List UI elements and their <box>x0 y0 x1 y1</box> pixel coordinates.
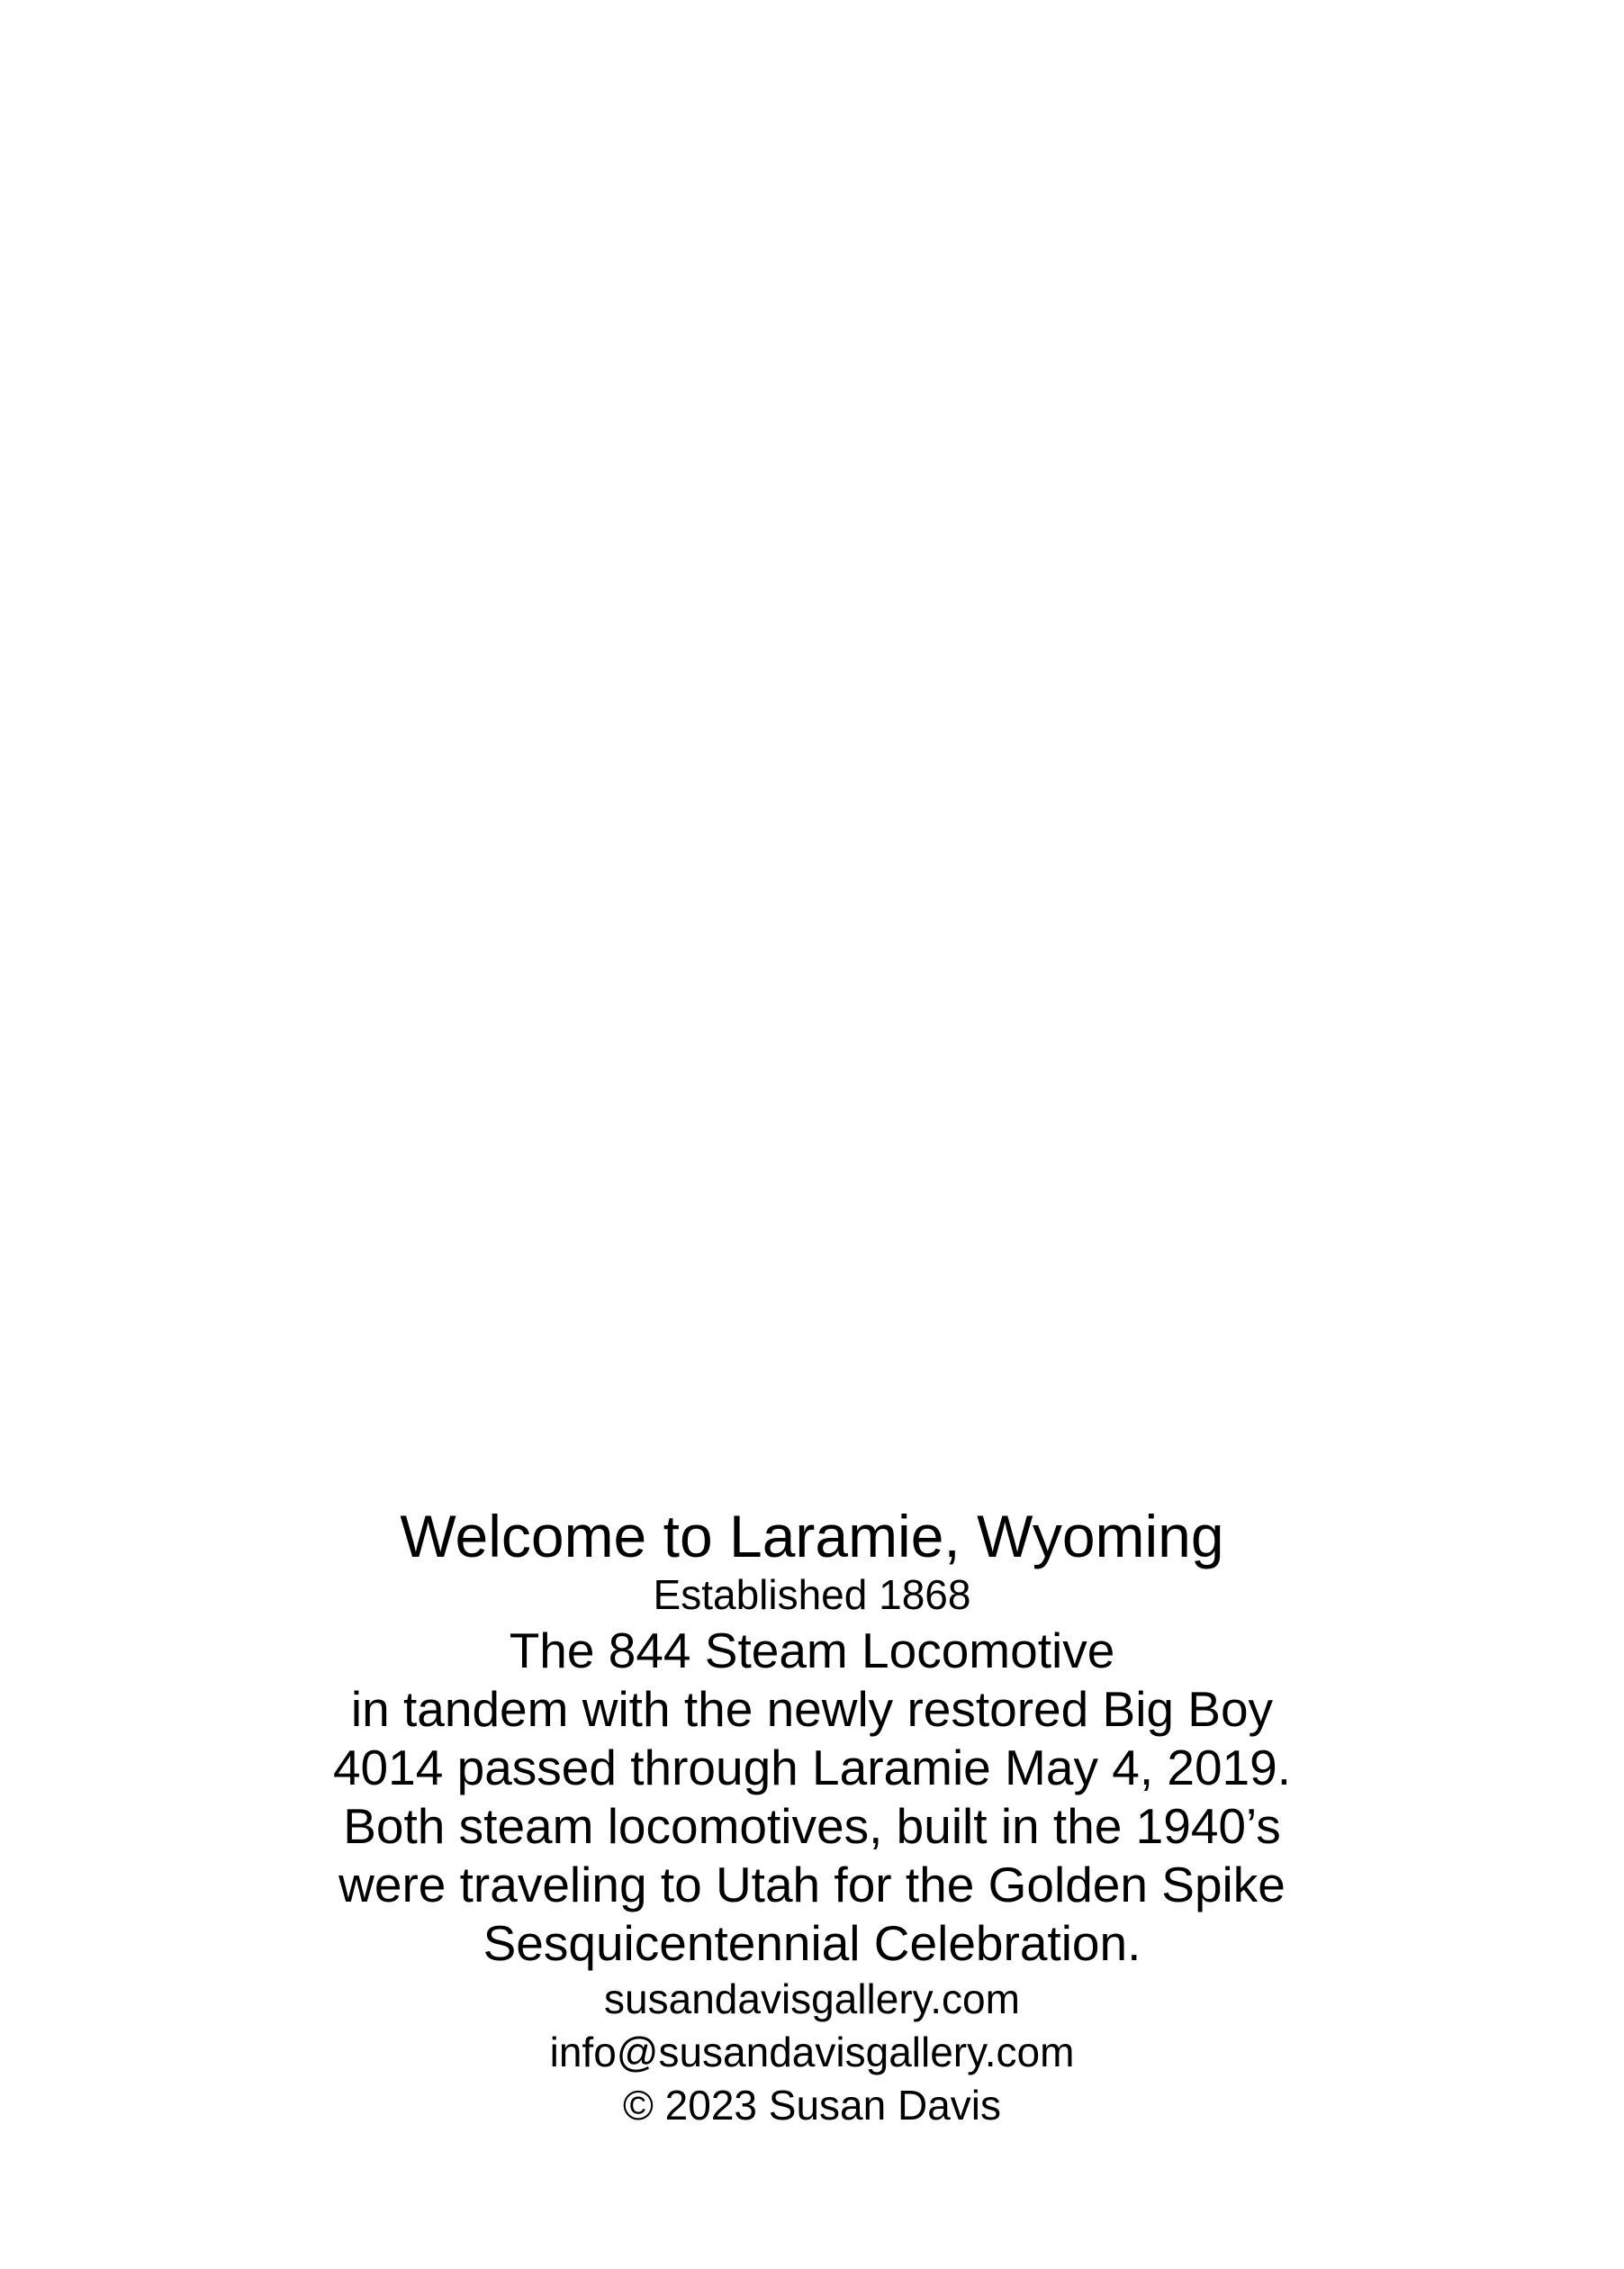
card-title: Welcome to Laramie, Wyoming <box>400 1503 1224 1569</box>
established-line: Established 1868 <box>653 1571 971 1618</box>
copyright-text: © 2023 Susan Davis <box>622 2082 1002 2129</box>
paragraph-line-2: 4014 passed through Laramie May 4, 2019. <box>332 1740 1292 1795</box>
card-text-block <box>0 1502 1624 2132</box>
paragraph-line-5: Sesquicentennial Celebration. <box>483 1915 1141 1971</box>
website-text: susandavisgallery.com <box>604 1975 1020 2022</box>
card-subtitle: The 844 Steam Locomotive <box>509 1623 1115 1678</box>
email-text: info@susandavisgallery.com <box>549 2029 1075 2075</box>
paragraph-line-4: were traveling to Utah for the Golden Spike <box>338 1857 1286 1912</box>
paragraph-line-3: Both steam locomotives, built in the 1940’s <box>343 1798 1281 1854</box>
paragraph-line-1: in tandem with the newly restored Big Boy <box>350 1681 1274 1737</box>
